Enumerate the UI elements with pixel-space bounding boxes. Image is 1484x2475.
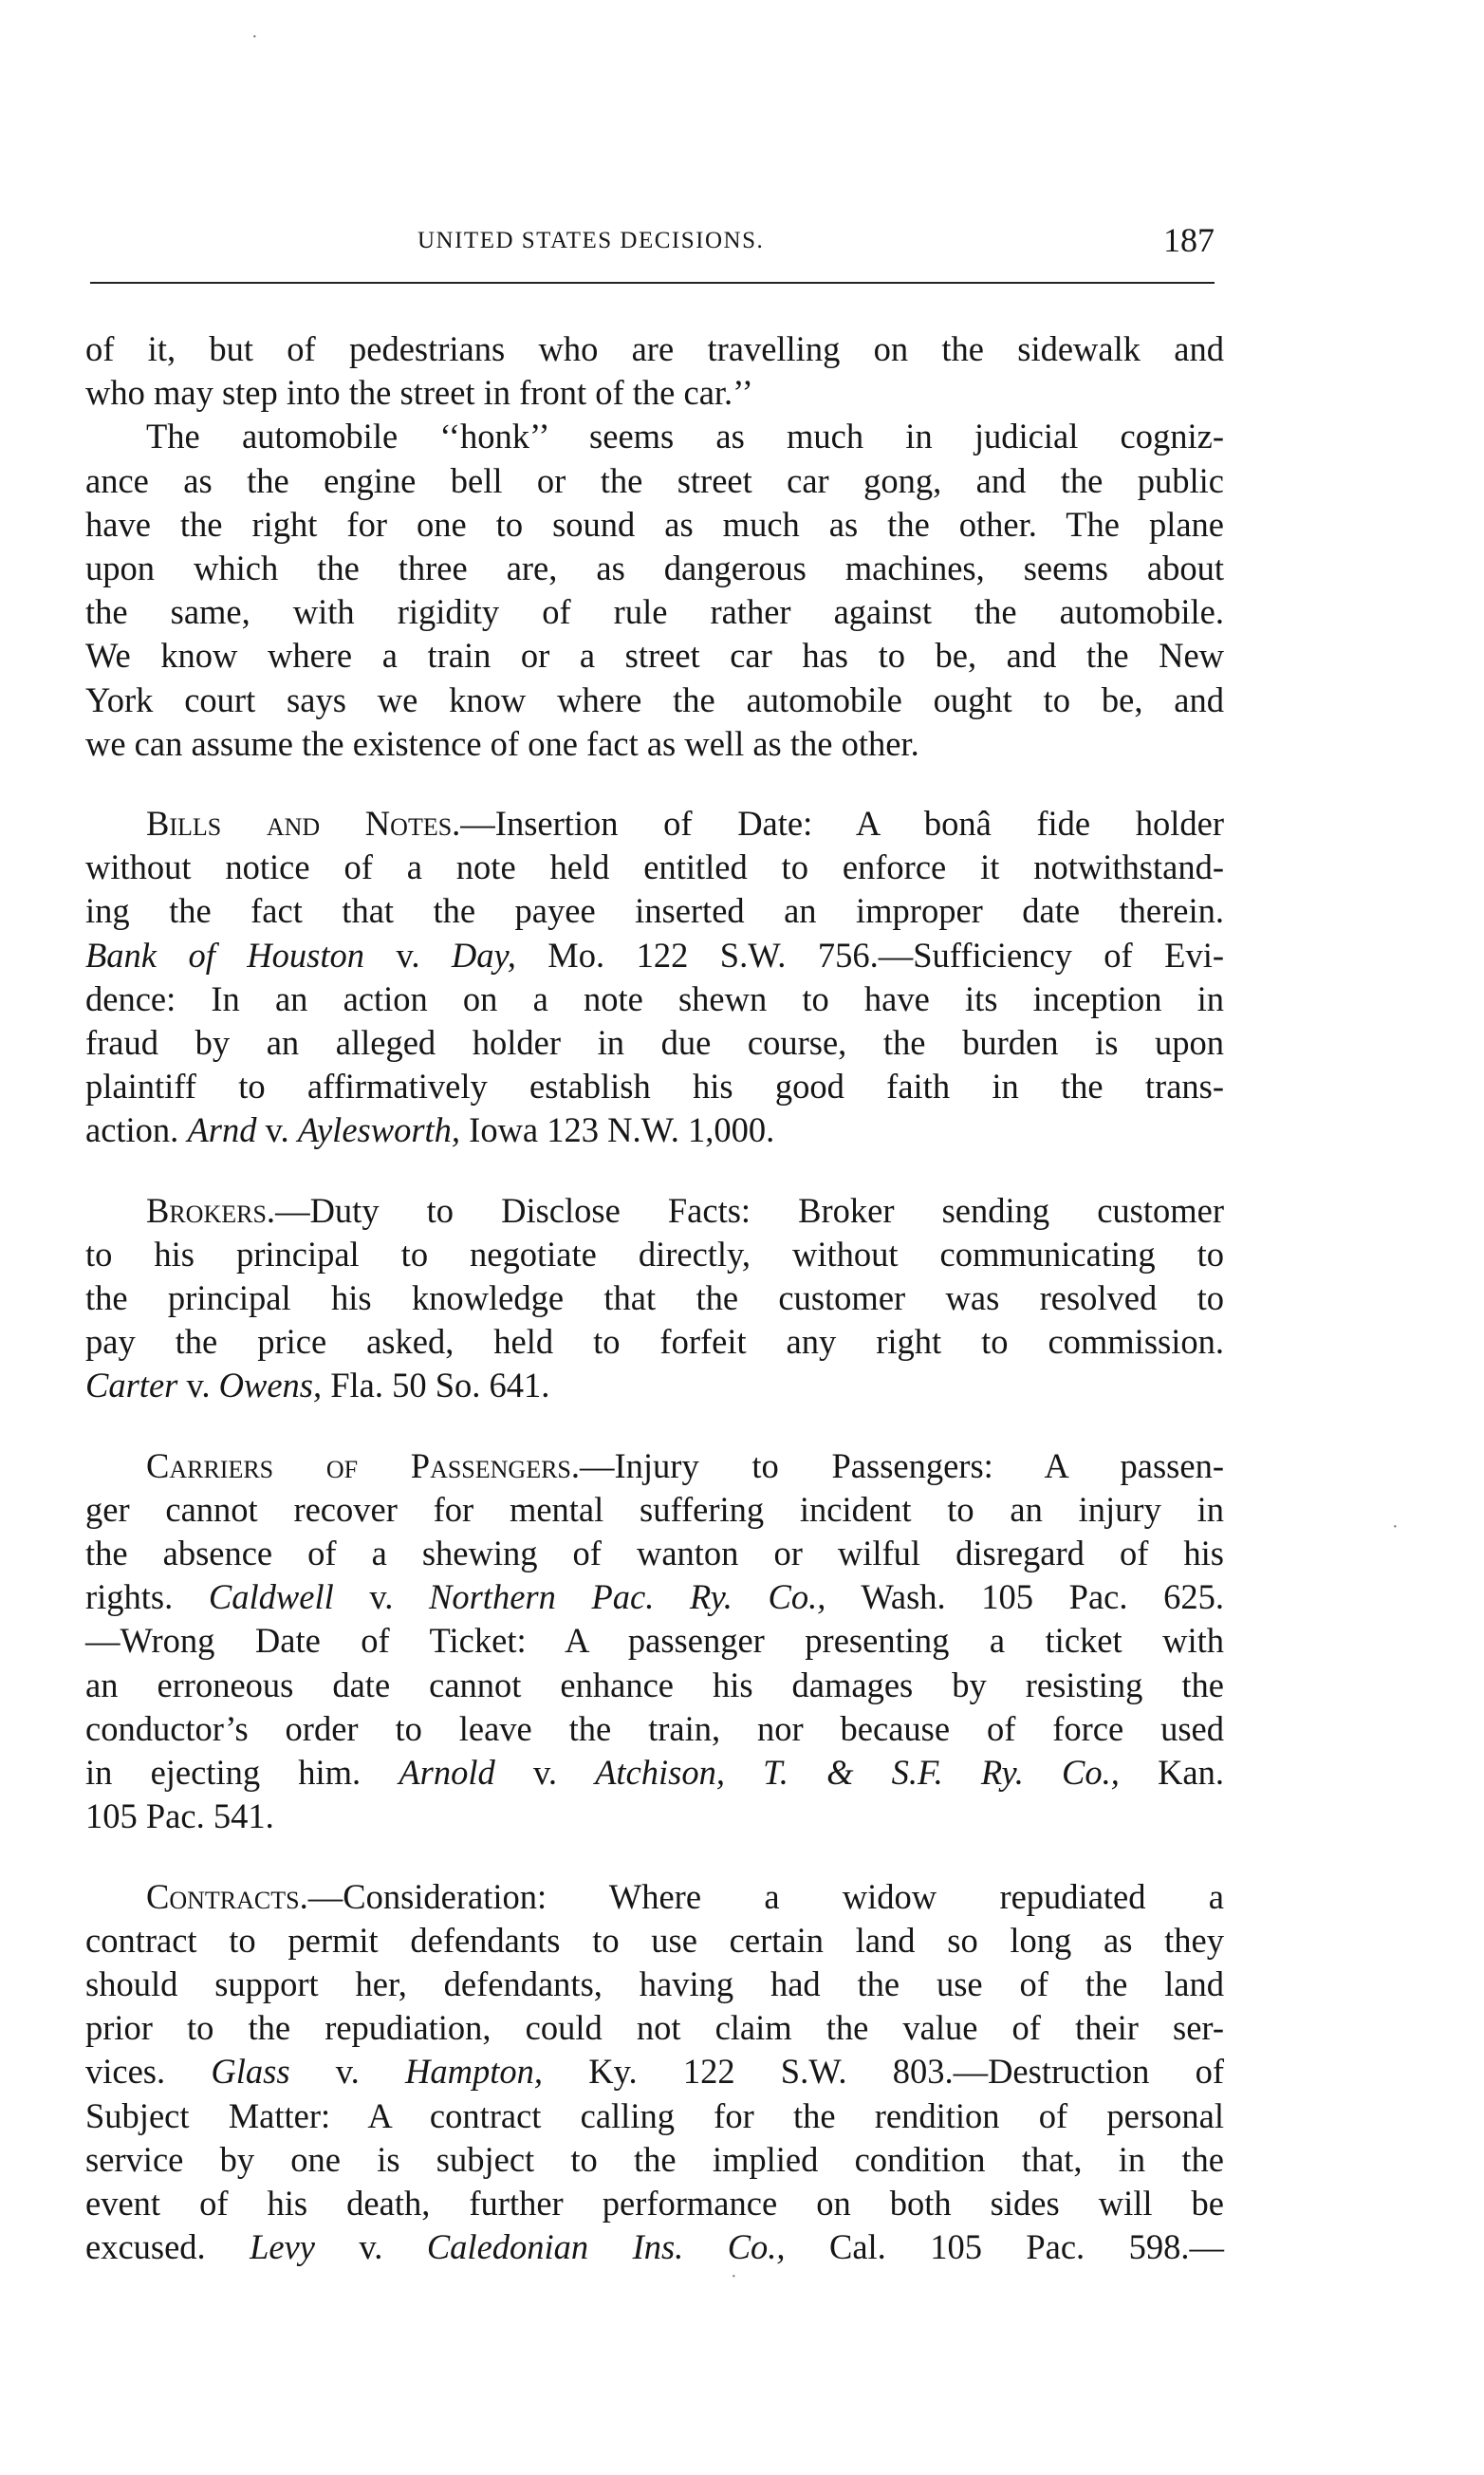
text-line-row (85, 846, 1224, 889)
text-run: excused. (85, 2227, 250, 2267)
text-line: York court says we know where the automobile ought to be, and (85, 679, 1224, 719)
case-party: Caldwell (208, 1577, 334, 1617)
text-run: in ejecting him. (85, 1753, 399, 1793)
case-party: Levy (250, 2227, 315, 2267)
text-line-row (85, 2050, 1224, 2094)
text-run: Iowa 123 N.W. 1,000. (460, 1110, 775, 1150)
text-line-row (85, 590, 1224, 634)
case-party: Arnold (399, 1753, 495, 1793)
case-party: Caledonian Ins. Co., (426, 2227, 786, 2267)
text-run: action. (85, 1110, 188, 1150)
text-line-row (85, 1488, 1224, 1532)
text-line-row (85, 1021, 1224, 1065)
text-run: v. (256, 1110, 298, 1150)
text-run: —Consideration: Where a widow repudiated a (307, 1876, 1224, 1916)
case-party: Day, (451, 935, 516, 975)
text-run: rights. (85, 1577, 209, 1617)
text-line-row (85, 2006, 1224, 2050)
text-line: event of his death, further performance on both sides will be (85, 2183, 1224, 2223)
text-run: v. (364, 935, 452, 975)
text-line-row (85, 1364, 1224, 1407)
case-party: Carter (85, 1366, 178, 1405)
page-body (85, 327, 1224, 2269)
text-line: dence: In an action on a note shewn to have its inception in (85, 978, 1224, 1018)
text-line-row (85, 2225, 1224, 2269)
case-party: Glass (211, 2052, 290, 2092)
header-rule (90, 282, 1215, 284)
text-line: of it, but of pedestrians who are travelling on the sidewalk and (85, 329, 1224, 368)
text-run: v. (333, 1577, 429, 1617)
text-line: contract to permit defendants to use certain land so long as they (85, 1920, 1224, 1960)
section-heading: Bills and Notes. (146, 804, 461, 844)
text-line: 105 Pac. 541. (85, 1796, 274, 1836)
print-speck: · (251, 27, 258, 47)
paragraph-automobile (85, 415, 1224, 458)
text-line: The automobile ‘‘honk’’ seems as much in judicial cogniz- (146, 417, 1224, 456)
case-party: Arnd (187, 1110, 257, 1150)
text-line-row (85, 1963, 1224, 2006)
text-line: We know where a train or a street car has to be, and the New (85, 636, 1224, 676)
paragraph-bills-and-notes (85, 802, 1224, 846)
page-number: 187 (1163, 221, 1215, 259)
text-line-row (85, 1276, 1224, 1320)
text-line-row (85, 977, 1224, 1021)
text-line: prior to the repudiation, could not claim the value of their ser- (85, 2008, 1224, 2048)
text-line: the same, with rigidity of rule rather against the automobile. (85, 592, 1224, 632)
text-run: Ky. 122 S.W. 803.—Destruction of (543, 2052, 1224, 2092)
text-line-row (85, 1233, 1224, 1276)
paragraph-continuation (85, 327, 1224, 371)
section-heading: Brokers. (146, 1190, 276, 1230)
text-line: fraud by an alleged holder in due course, the burden is upon (85, 1023, 1224, 1063)
text-line: plaintiff to affirmatively establish his good faith in the trans- (85, 1067, 1224, 1107)
text-run: Cal. 105 Pac. 598.— (785, 2227, 1224, 2267)
text-line: the principal his knowledge that the customer was resolved to (85, 1278, 1224, 1318)
paragraph-gap (85, 1408, 1224, 1444)
text-line-row (85, 1532, 1224, 1575)
text-line: ance as the engine bell or the street car gong, and the public (85, 460, 1224, 500)
page-header (90, 220, 1215, 262)
text-line: an erroneous date cannot enhance his damages by resisting the (85, 1665, 1224, 1704)
section-heading: Carriers of Passengers. (146, 1445, 581, 1485)
case-party: Bank of Houston (85, 935, 364, 975)
paragraph-brokers (85, 1189, 1224, 1233)
text-line-row (85, 1795, 1224, 1838)
case-party: Atchison, T. & S.F. Ry. Co., (595, 1753, 1120, 1793)
text-line-row (85, 1664, 1224, 1707)
text-run: —Duty to Disclose Facts: Broker sending customer (275, 1190, 1224, 1230)
text-line: service by one is subject to the implied condition that, in the (85, 2139, 1224, 2179)
text-line-row (85, 1619, 1224, 1663)
text-line-row (85, 547, 1224, 590)
section-heading: Contracts. (146, 1876, 308, 1916)
paragraph-continuation-end (85, 371, 1224, 415)
text-run: v. (289, 2052, 406, 2092)
text-line: ger cannot recover for mental suffering incident to an injury in (85, 1489, 1224, 1529)
print-speck: · (1392, 1517, 1399, 1537)
text-line: without notice of a note held entitled to enforce it notwithstand- (85, 847, 1224, 887)
text-run: —Insertion of Date: A bonâ fide holder (460, 804, 1225, 844)
text-line-row (85, 503, 1224, 547)
text-line-row (85, 934, 1224, 977)
text-line: who may step into the street in front of the car.’’ (85, 373, 753, 413)
case-party: Aylesworth, (297, 1110, 461, 1150)
text-line-row (85, 1707, 1224, 1751)
text-run: —Injury to Passengers: A passen- (580, 1445, 1224, 1485)
paragraph-contracts (85, 1875, 1224, 1919)
text-line-row (85, 2138, 1224, 2182)
text-line: should support her, defendants, having had the use of the land (85, 1963, 1224, 2003)
case-party: Owens, (218, 1366, 323, 1405)
text-line-row (85, 1108, 1224, 1152)
text-line: conductor’s order to leave the train, nor because of force used (85, 1708, 1224, 1748)
text-line-row (85, 722, 1224, 766)
text-line-row (85, 889, 1224, 933)
text-line-row (85, 1320, 1224, 1364)
text-line-row (85, 634, 1224, 678)
text-line-row (85, 459, 1224, 503)
paragraph-gap (85, 1153, 1224, 1189)
text-run: v. (177, 1366, 219, 1405)
text-line-row (85, 1065, 1224, 1108)
text-line: have the right for one to sound as much as the other. The plane (85, 504, 1224, 544)
paragraph-carriers (85, 1444, 1224, 1488)
text-run: Wash. 105 Pac. 625. (825, 1577, 1224, 1617)
text-line: we can assume the existence of one fact as well as the other. (85, 723, 919, 763)
text-line-row (85, 1919, 1224, 1963)
text-line: the absence of a shewing of wanton or wilful disregard of his (85, 1534, 1224, 1573)
print-speck: · (731, 2266, 737, 2287)
text-line-row (85, 1575, 1224, 1619)
paragraph-gap (85, 1839, 1224, 1875)
text-run: v. (494, 1753, 596, 1793)
text-line-row (85, 2182, 1224, 2225)
case-party: Hampton, (405, 2052, 543, 2092)
text-line: pay the price asked, held to forfeit any right to commission. (85, 1322, 1224, 1362)
running-head: UNITED STATES DECISIONS. (417, 228, 765, 253)
text-line: upon which the three are, as dangerous machines, seems about (85, 549, 1224, 588)
text-line-row (85, 1751, 1224, 1795)
text-line: —Wrong Date of Ticket: A passenger presenting a ticket with (85, 1621, 1224, 1661)
text-run: v. (315, 2227, 427, 2267)
text-line-row (85, 679, 1224, 722)
text-line-row (85, 2094, 1224, 2138)
text-line: Subject Matter: A contract calling for the rendition of personal (85, 2095, 1224, 2135)
case-party: Northern Pac. Ry. Co., (429, 1577, 826, 1617)
text-run: Kan. (1119, 1753, 1225, 1793)
text-run: Fla. 50 So. 641. (322, 1366, 550, 1405)
text-run: vices. (85, 2052, 212, 2092)
text-run: Mo. 122 S.W. 756.—Sufficiency of Evi- (515, 935, 1224, 975)
text-line: to his principal to negotiate directly, without communicating to (85, 1234, 1224, 1274)
text-line: ing the fact that the payee inserted an improper date therein. (85, 891, 1224, 931)
paragraph-gap (85, 766, 1224, 802)
